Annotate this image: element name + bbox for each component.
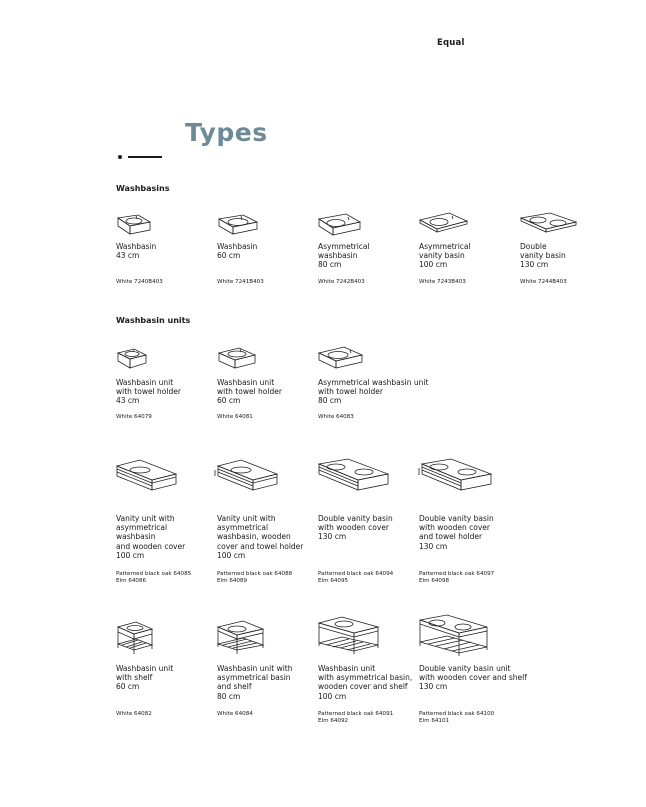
asymmetrical-unit-cover-shelf-icon [318,616,380,656]
section-heading-washbasins: Washbasins [116,184,170,193]
washbasin-small-icon [116,212,156,238]
product-code: White 7241B403 [217,279,264,285]
brand-name: Equal [437,38,465,48]
double-vanity-unit-shelf-icon [419,614,489,658]
product-name: Washbasin 60 cm [217,242,258,261]
product-code: Patterned black oak 64091 Elm 64092 [318,711,394,724]
product-name: Double vanity basin with wooden cover 130 cm [318,514,393,542]
vanity-unit-towel-holder-icon [217,458,279,494]
product-asymmetrical-unit-shelf-80 [217,620,327,717]
product-vanity-unit-towel-holder-100 [217,458,327,584]
product-name: Washbasin unit with asymmetrical basin and shelf 80 cm [217,664,293,701]
product-code: White 64083 [318,414,354,420]
asymmetrical-washbasin-icon [318,212,364,238]
product-code: Patterned black oak 64100 Elm 64101 [419,711,495,724]
product-asymmetrical-washbasin-80 [318,212,428,285]
title-bullet [118,155,122,159]
product-code: Patterned black oak 64088 Elm 64089 [217,571,293,584]
product-name: Vanity unit with asymmetrical washbasin and wooden cover 100 cm [116,514,186,560]
double-vanity-towel-holder-icon [419,458,493,494]
washbasin-unit-shelf-icon [116,620,156,656]
asymmetrical-washbasin-unit-icon [318,346,364,372]
product-name: Washbasin 43 cm [116,242,157,261]
product-name: Washbasin unit with towel holder 43 cm [116,378,181,406]
product-name: Vanity unit with asymmetrical washbasin, wooden cover and towel holder 100 cm [217,514,304,560]
product-name: Washbasin unit with asymmetrical basin, wooden cover and shelf 100 cm [318,664,413,701]
product-washbasin-unit-60 [217,346,327,420]
product-name: Asymmetrical washbasin unit with towel holder 80 cm [318,378,429,406]
product-washbasin-60 [217,212,327,285]
product-washbasin-unit-shelf-60 [116,620,226,717]
product-asymmetrical-unit-cover-shelf-100 [318,616,428,724]
product-washbasin-unit-43 [116,346,226,420]
product-code: White 64079 [116,414,152,420]
product-code: White 7240B403 [116,279,163,285]
product-name: Washbasin unit with shelf 60 cm [116,664,174,692]
product-code: White 64081 [217,414,253,420]
page-title: Types [185,118,268,147]
product-double-vanity-towel-holder-130 [419,458,529,584]
product-code: White 64084 [217,711,253,717]
section-heading-washbasin-units: Washbasin units [116,316,191,325]
product-code: Patterned black oak 64094 Elm 64095 [318,571,394,584]
washbasin-unit-icon [217,346,259,372]
washbasin-unit-small-icon [116,346,150,372]
product-code: White 7244B403 [520,279,567,285]
product-code: White 7243B403 [419,279,466,285]
product-vanity-unit-wooden-cover-100 [116,458,226,584]
product-washbasin-43 [116,212,226,285]
product-name: Double vanity basin 130 cm [520,242,566,270]
product-name: Double vanity basin with wooden cover and towel holder 130 cm [419,514,494,551]
vanity-unit-wooden-cover-icon [116,458,178,494]
product-code: Patterned black oak 64097 Elm 64098 [419,571,495,584]
product-code: White 7242B403 [318,279,365,285]
product-code: White 64082 [116,711,152,717]
product-asymmetrical-vanity-basin-100 [419,212,529,285]
double-vanity-basin-icon [520,212,578,236]
product-name: Washbasin unit with towel holder 60 cm [217,378,282,406]
product-name: Double vanity basin unit with wooden cover and shelf 130 cm [419,664,527,692]
product-name: Asymmetrical vanity basin 100 cm [419,242,471,270]
product-double-vanity-basin-130 [520,212,630,285]
asymmetrical-vanity-basin-icon [419,212,469,236]
product-code: Patterned black oak 64085 Elm 64086 [116,571,192,584]
product-double-vanity-wooden-cover-130 [318,458,428,584]
product-double-vanity-unit-shelf-130 [419,614,539,724]
double-vanity-wooden-cover-icon [318,458,390,494]
title-rule [128,156,162,158]
product-name: Asymmetrical washbasin 80 cm [318,242,370,270]
product-asymmetrical-washbasin-unit-80 [318,346,448,420]
washbasin-icon [217,212,263,238]
asymmetrical-unit-shelf-icon [217,620,265,656]
